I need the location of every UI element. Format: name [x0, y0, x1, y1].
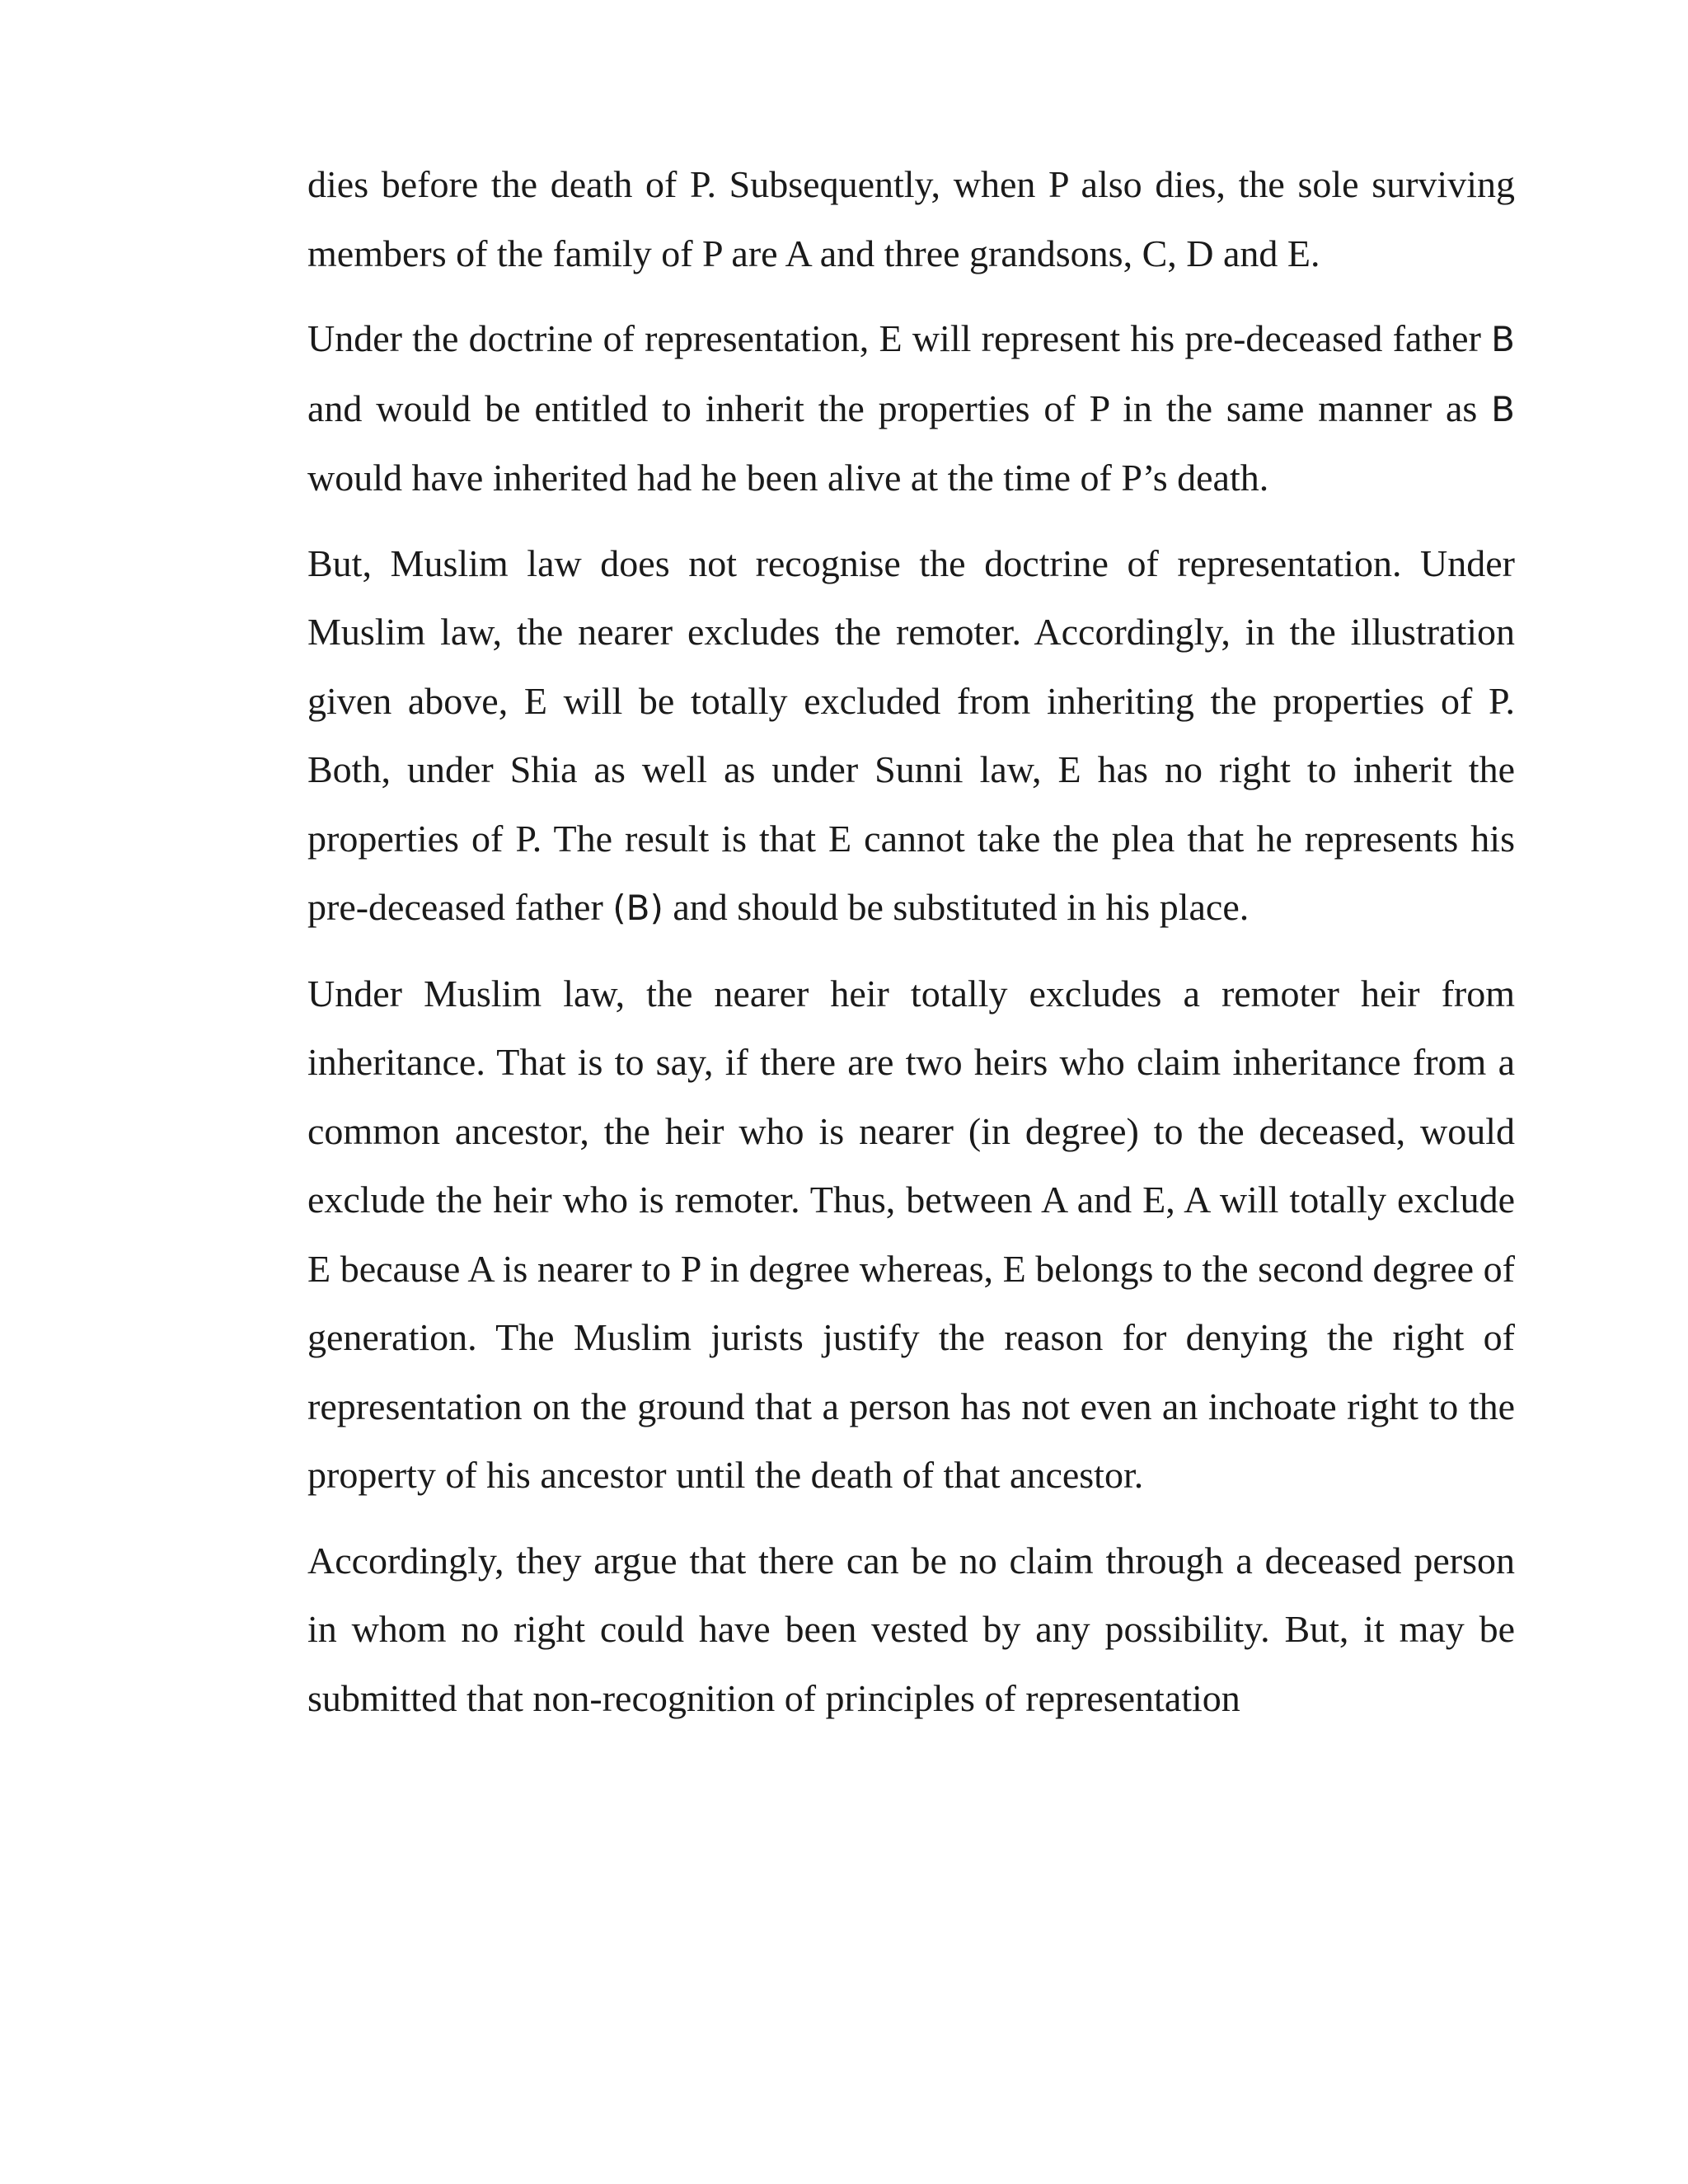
paragraph-text: and would be entitled to inherit the properties of P in the same manner as [307, 387, 1492, 429]
paragraph-text: would have inherited had he been alive at the time of P’s death. [307, 457, 1269, 499]
paragraph-1 [307, 150, 1515, 288]
paragraph-text: Under the doctrine of representation, E will represent his pre-deceased father [307, 317, 1492, 359]
document-page [307, 150, 1515, 1749]
paragraph-4 [307, 959, 1515, 1510]
symbol-b: B [1491, 388, 1515, 429]
paragraph-text: But, Muslim law does not recognise the doctrine of representation. Under Muslim law, the nearer excludes the remoter. Accordingly, in the illustration given above, E will be totally excluded from inheriting the properties of P. Both, under Shia as well as under Sunni law, E has no right to inherit the properties of P. The result is that E cannot take the plea that he represents his pre-deceased father [307, 541, 1515, 928]
symbol-b: B [1491, 319, 1515, 359]
paragraph-text: and should be substituted in his place. [663, 886, 1250, 928]
paragraph-text: Under Muslim law, the nearer heir totally excludes a remoter heir from inheritance. That is to say, if there are two heirs who claim inheritance from a common ancestor, the heir who is nearer (in degree) to the deceased, would exclude the heir who is remoter. Thus, between A and E, A will totally exclude E because A is nearer to P in degree whereas, E belongs to the second degree of generation. The Muslim jurists justify the reason for denying the right of representation on the ground that a person has not even an inchoate right to the property of his ancestor until the death of that ancestor. [307, 972, 1515, 1496]
paragraph-5 [307, 1526, 1515, 1733]
paragraph-text: Accordingly, they argue that there can be no claim through a deceased person in whom no right could have been vested by any possibility. But, it may be submitted that non-recognition of principles of representation [307, 1539, 1515, 1719]
paragraph-text: dies before the death of P. Subsequently, when P also dies, the sole surviving members of the family of P are A and three grandsons, C, D and E. [307, 163, 1515, 274]
symbol-b-parenthetical: (B) [612, 888, 663, 928]
paragraph-3 [307, 529, 1515, 943]
paragraph-2 [307, 304, 1515, 513]
